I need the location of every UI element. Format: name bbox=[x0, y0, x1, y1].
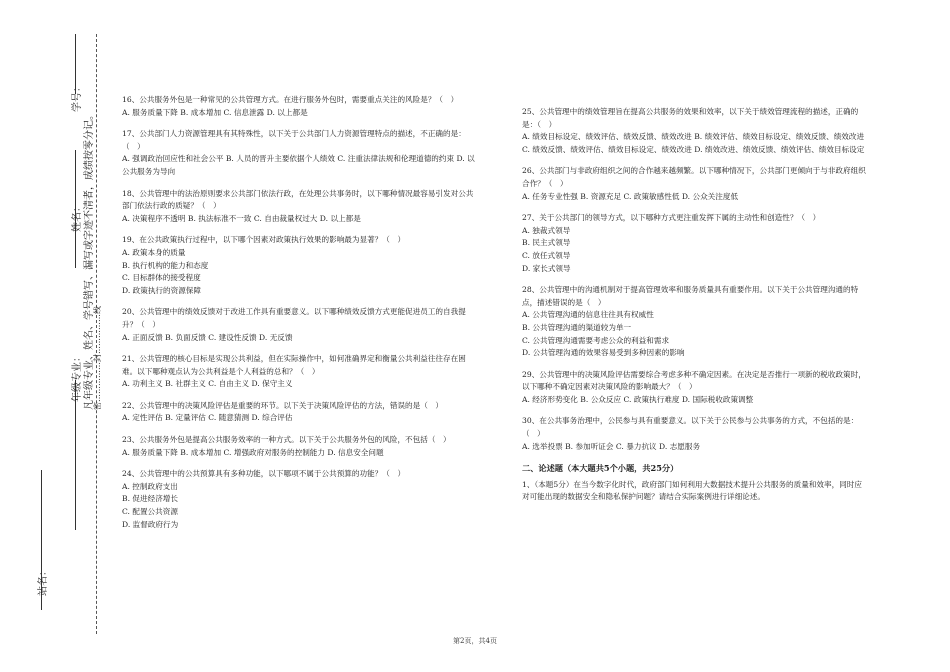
question-options: A. 任务专业性强 B. 资源充足 C. 政策敏感性低 D. 公众关注度低 bbox=[522, 191, 739, 201]
exam-notice: 凡年级专业、姓名、学号错写、漏写或字迹不清者，成绩按零分记。 bbox=[84, 110, 95, 410]
question-options: A. 经济形势变化 B. 公众反应 C. 政策执行难度 D. 国际税收政策调整 bbox=[522, 394, 754, 404]
question-text: 24、公共管理中的公共预算具有多种功能，以下哪项不属于公共预算的功能？（ ） bbox=[122, 469, 406, 479]
question-text: 25、公共管理中的绩效管理旨在提高公共服务的效果和效率，以下关于绩效管理流程的描述，正确的是：（ ） bbox=[522, 107, 859, 129]
question-20 bbox=[122, 306, 478, 344]
question-22 bbox=[122, 400, 478, 425]
question-options: A. 服务质量下降 B. 成本增加 C. 增强政府对服务的控制能力 D. 信息安全问题 bbox=[122, 447, 384, 457]
question-24 bbox=[122, 468, 478, 531]
question-text: 30、在公共事务治理中，公民参与具有重要意义。以下关于公民参与公共事务的方式，不包括的是：（ ） bbox=[522, 416, 859, 439]
option-b: B. 民主式领导 bbox=[522, 238, 571, 248]
option-a: A. 控制政府支出 bbox=[122, 481, 178, 491]
question-29 bbox=[522, 369, 868, 407]
question-options: A. 功利主义 B. 社群主义 C. 自由主义 D. 保守主义 bbox=[122, 379, 293, 389]
option-a: A. 独裁式领导 bbox=[522, 225, 571, 235]
option-d: D. 政策执行的资源保障 bbox=[122, 285, 201, 295]
option-b: B. 执行机构的能力和态度 bbox=[122, 260, 209, 270]
question-27 bbox=[522, 212, 868, 275]
question-23 bbox=[122, 434, 478, 459]
right-column bbox=[522, 106, 868, 513]
question-options: A. 决策程序不透明 B. 执法标准不一致 C. 自由裁量权过大 D. 以上都是 bbox=[122, 213, 361, 223]
question-text: 19、在公共政策执行过程中，以下哪个因素对政策执行效果的影响最为显著？（ ） bbox=[122, 235, 406, 245]
grade-major-label: 年级专业： bbox=[72, 352, 83, 402]
option-c: C. 目标群体的接受程度 bbox=[122, 273, 201, 283]
question-options: A. 服务质量下降 B. 成本增加 C. 信息泄露 D. 以上都是 bbox=[122, 107, 308, 117]
option-c: C. 配置公共资源 bbox=[122, 507, 178, 517]
question-options: A. 强调政治回应性和社会公平 B. 人员的晋升主要依据个人绩效 C. 注重法律法规和伦理道德的约束 D. 以公共服务为导向 bbox=[122, 154, 475, 176]
question-26 bbox=[522, 165, 868, 203]
left-column bbox=[122, 94, 478, 540]
seal-line-text: 密……………封……………线 bbox=[93, 306, 102, 410]
option-d: D. 监督政府行为 bbox=[122, 519, 179, 529]
student-id-label: 学号： bbox=[72, 82, 83, 112]
option-a: A. 公共管理沟通的信息往往具有权威性 bbox=[522, 310, 654, 320]
question-options: A. 正面反馈 B. 负面反馈 C. 建设性反馈 D. 无反馈 bbox=[122, 332, 293, 342]
question-30 bbox=[522, 415, 868, 453]
section-title-essay: 二、论述题（本大题共5个小题，共25分） bbox=[522, 463, 679, 474]
question-text: 21、公共管理的核心目标是实现公共利益，但在实际操作中，如何准确界定和衡量公共利益往往存在困难。以下哪种观点认为公共利益是个人利益的总和？（ ） bbox=[122, 354, 466, 376]
question-options: A. 绩效目标设定、绩效评估、绩效反馈、绩效改进 B. 绩效评估、绩效目标设定、绩效反馈、绩效改进 C. 绩效反馈、绩效评估、绩效目标设定、绩效改进 D. 绩效改进、绩效反馈、绩效评估、绩效目标设定 bbox=[522, 132, 865, 154]
option-b: B. 促进经济增长 bbox=[122, 494, 178, 504]
option-c: C. 放任式领导 bbox=[522, 250, 571, 260]
option-d: D. 家长式领导 bbox=[522, 263, 571, 273]
question-18 bbox=[122, 188, 478, 226]
school-label: 站名： bbox=[38, 566, 49, 596]
question-text: 18、公共管理中的法治原则要求公共部门依法行政，在处理公共事务时，以下哪种情况最容易引发对公共部门依法行政的质疑？（ ） bbox=[122, 188, 474, 211]
option-b: B. 公共管理沟通的渠道较为单一 bbox=[522, 322, 632, 332]
question-text: 20、公共管理中的绩效反馈对于改进工作具有重要意义。以下哪种绩效反馈方式更能促进员工的自我提升？（ ） bbox=[122, 307, 466, 329]
question-19 bbox=[122, 234, 478, 297]
question-options: A. 定性评估 B. 定量评估 C. 随意猜测 D. 综合评估 bbox=[122, 413, 293, 423]
question-options: A. 选举投票 B. 参加听证会 C. 暴力抗议 D. 志愿服务 bbox=[522, 441, 701, 451]
question-text: 27、关于公共部门的领导方式，以下哪种方式更注重发挥下属的主动性和创造性？（ ） bbox=[522, 213, 821, 223]
question-21 bbox=[122, 353, 478, 391]
option-d: D. 公共管理沟通的效果容易受到多种因素的影响 bbox=[522, 348, 685, 358]
question-text: 29、公共管理中的决策风险评估需要综合考虑多种不确定因素。在决定是否推行一项新的税收政策时，以下哪种不确定因素对决策风险的影响最大？（ ） bbox=[522, 369, 866, 392]
question-25 bbox=[522, 106, 868, 156]
option-a: A. 政策本身的质量 bbox=[122, 247, 186, 257]
question-28 bbox=[522, 284, 868, 360]
question-text: 22、公共管理中的决策风险评估是重要的环节。以下关于决策风险评估的方法，错误的是（ ） bbox=[122, 400, 444, 410]
question-text: 28、公共管理中的沟通机制对于提高管理效率和服务质量具有重要作用。以下关于公共管理沟通的特点，描述错误的是（ ） bbox=[522, 285, 859, 307]
question-text: 23、公共服务外包是提高公共服务效率的一种方式。以下关于公共服务外包的风险，不包括（ ） bbox=[122, 435, 451, 445]
grade-major-underline bbox=[75, 380, 76, 530]
question-text: 26、公共部门与非政府组织之间的合作越来越频繁。以下哪种情况下，公共部门更倾向于与非政府组织合作？（ ） bbox=[522, 166, 866, 188]
name-label: 姓名： bbox=[72, 202, 83, 232]
question-16 bbox=[122, 94, 478, 119]
question-17 bbox=[122, 128, 478, 178]
question-text: 1、（本题5分）在当今数字化时代，政府部门如何利用大数据技术提升公共服务的质量和效率，同时应对可能出现的数据安全和隐私保护问题？请结合实际案例进行详细论述。 bbox=[522, 479, 862, 502]
question-text: 17、公共部门人力资源管理具有其特殊性，以下关于公共部门人力资源管理特点的描述，不正确的是：（ ） bbox=[122, 129, 466, 151]
essay-question-1 bbox=[522, 479, 868, 504]
option-c: C. 公共管理沟通需要考虑公众的利益和需求 bbox=[522, 335, 670, 345]
page-number: 第2页，共4页 bbox=[453, 637, 497, 645]
question-text: 16、公共服务外包是一种常见的公共管理方式。在进行服务外包时，需要重点关注的风险是？（ ） bbox=[122, 95, 459, 104]
